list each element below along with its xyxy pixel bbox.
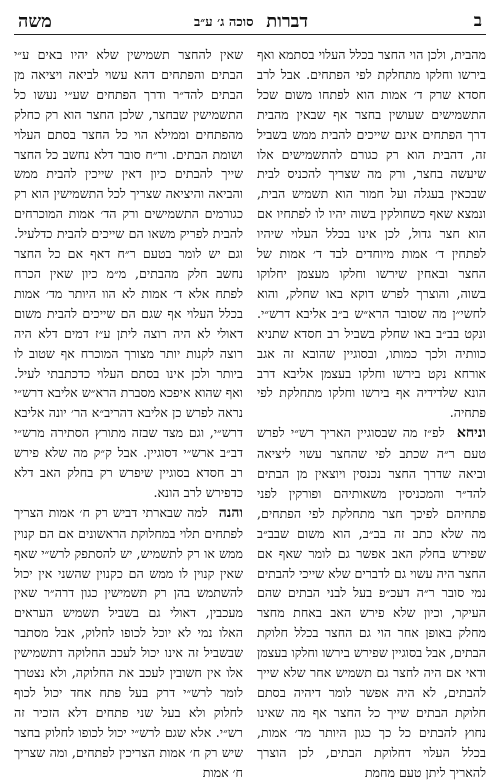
text-columns <box>14 45 486 780</box>
paragraph: מהבית, ולכן הוי החצר בכלל העלוי בסתמא ואף בירשו וחלקו מתחלקת לפי הפתחים. אבל לרב חסדא שרק ד׳ אמות הוא לפתחו משום שכל התשמישים שעושין בחצר אף שבאין מהבית דרך הפתחים אינם שייכים להבית ממש בשביל זה, דהבית הוא רק כגורם להתשמישים אלו שיעשה בחצר, ורק מה שצריך להכניס לבית שבכאין בעגלה ועל חמור הוא תשמיש הבית, ונמצא שאף כשחולקין בשוה יהיו לו לפתחיו אם הוא חצר גדול, לכן אינו בכלל העלוי שיהיו לפתחין ד׳ אמות מיוחדים לבד ד׳ אמות של החצר ובאחין שירשו וחלקו מעצמן יחלוקו בשוה, והוצרך לפרש דוקא באו שחלק, והוא לחשי״ן מה שסובר הרא״ש ב״ב אליבא דרש״י. ונקט בב״ב באו שחלק בשביל רב חסדא שתניא כוותיה ולכך כמותו, ובסוגיין שהובא זה אגב אורחא נקט בירשו וחלקו בעצמן אליבא דרב הונא שלדידיה אף בירשו וחלקו מתחלקת לפי פתחיה. <box>257 47 486 421</box>
lead-word: וניחא <box>456 425 486 442</box>
paragraph: שאין להחצר תשמישין שלא יהיו באים ע״י הבתים והפתחים דהא עשוי לביאה ויציאה מן הבתים להד״ר ודרך הפתחים שע״י נעשו כל התשמישין שבחצר, שלכן החצר הוא רק כחלק מהפתחים וממילא הוי כל החצר בסתם העלוי ושומת הבתים. ור״ח סובר דלא נחשב כל החצר שייך להבתים כיון דאין שייכין להבית ממש והביאה והיציאה שצריך לכל התשמישין הוא רק כגורמים התשמישים ורק הד׳ אמות המוכרחים להבית לפריק משאו הם שייכים להבית כדלעיל. וגם יש לומר בטעם ר״ח דאף אם כל החצר נחשב חלק מהבתים, מ״מ כיון שאין הכרח לפתח אלא ד׳ אמות לא הוו היותר מד׳ אמות בכלל העלוי אף שגם הם שייכים להבית משום דאולי לא היה רוצה ליתן ע״ז דמים דלא היה רוצה לקנות יותר מצורך המוכרח אף שטוב לו ביותר ולכן אינו בסתם העלוי כדכתבתי לעיל. ואף שהוא איפכא מסברת הרא״ש אליבא דרש״י נראה לפרש כן אליבא דהריב״א הר׳ יונה אליבא דרש״י, וגם מצד שבזה מתורץ הסתירה מרש״י דב״ב ארש״י דסוגיין. אבל ק״ק מה שלא פירש רב חסדא בסוגיין שיפרש רק בחלק האב דלא כדפירש לרב הונא. <box>14 47 243 500</box>
paragraph <box>257 423 486 782</box>
page-letter: ב <box>473 11 482 31</box>
book-title: משה <box>18 11 52 32</box>
page-header <box>14 8 486 35</box>
right-column <box>257 45 486 780</box>
left-column <box>14 45 243 780</box>
paragraph-text: לפ״ז מה שבסוגיין האריך רש״י לפרש טעם ר״ה שכתב לפי שהחצר עשוי ליציאה וביאה שדרך החצר נכנסין ויוצאין מן הבתים להד״ר והמכניסין משאותיהם ופורקין לפני פתחיהם לפיכך חצר מתחלקת לפי הפתחים, מה שלא כתב זה בב״ב, הוא משום שבב״ב שפירש בחלק האב אפשר גם לומר שאף אם החצר היה עשוי גם לדברים שלא שייכי להבתים נמי סובר ר״ה דעכ״פ בעל לבני הבתים שהם העיקר, וכיון שלא פירש האב באחת מחצר מחלק באופן אחר הוי גם החצר בכלל חלוקת הבתים, אבל בסוגיין שפירש בירשו וחלקו בעצמן ודאי אם היה לחצר גם תשמיש אחר שלא שייך להבתים, לא היה אפשר לומר דיהיה בסתם חלוקת הבתים שייך כל החצר אף מה שאינו נחוץ להבתים כל כך כגון היותר מד׳ אמות, בכלל העלוי דחלוקת הבתים, לכן הוצרך להאריך ליתן טעם מחמת <box>257 425 486 780</box>
source-reference: סוכה ג׳ ע״ב <box>194 15 254 30</box>
lead-word: והנה <box>218 504 243 521</box>
paragraph-text: למה שבארתי דביש רק ח׳ אמות הצריך לפתחים תלוי במחלוקת הראשונים אם הם קנוין ממש או רק לתשמיש, יש להסתפק לרש״י שאף שאין קנוין לו ממש הם כקנוין שהשני אין יכול להשתמש בהן רק תשמישין כגון דרה״ר שאין מעכבין, דאולי גם בשביל תשמיש העראים האלו נמי לא יוכל לכופו לחלוק, אבל מסתבר שבשביל זה אינו יכול לעכב החלוקה דתשמישין אלו אין חשובין לעכב את החלוקה, ולא נצטרך לומר לרש״י דרק בעל פתח אחד יכול לכוף לחלוק ולא בעל שני פתחים דלא הזכיר זה רש״י. אלא שגם לרש״י יכול לכופו לחלוק בחצר שיש רק ח׳ אמות הצריכין לפתחים, ומה שצריך ח׳ אמות <box>14 504 243 780</box>
paragraph <box>14 503 243 783</box>
running-title: דברות <box>266 11 308 32</box>
